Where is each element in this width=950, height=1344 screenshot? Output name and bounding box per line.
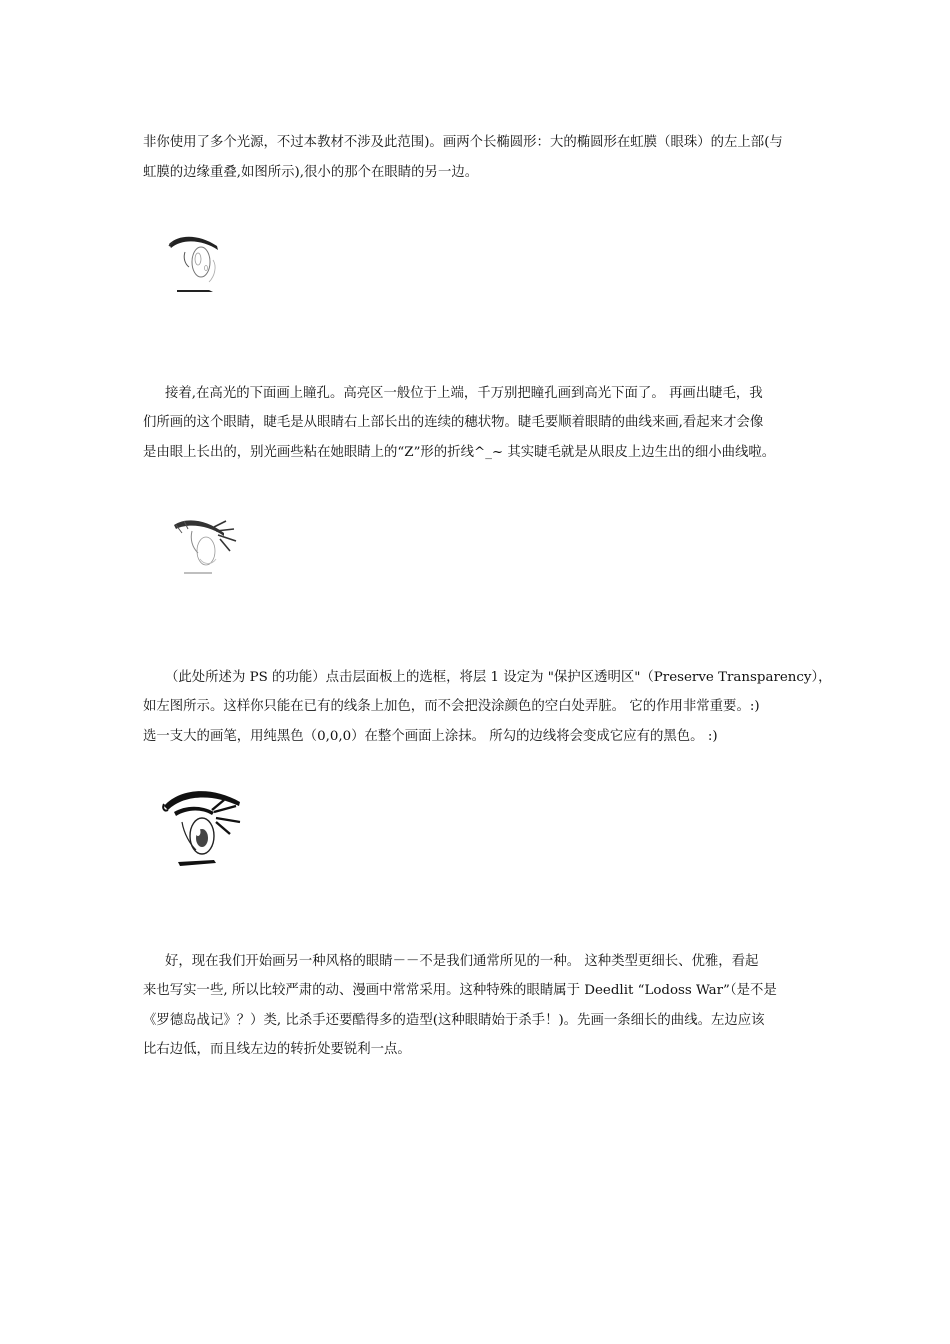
paragraph-3-line-3: 选一支大的画笔，用纯黑色（0,0,0）在整个画面上涂抹。 所勾的边线将会变成它应有的黑色。 :) xyxy=(143,728,718,744)
paragraph-1 xyxy=(143,128,811,187)
eye-sketch-highlight-figure xyxy=(165,232,227,298)
paragraph-2-line-2: 们所画的这个眼睛，睫毛是从眼睛右上部长出的连续的穗状物。睫毛要顺着眼睛的曲线来画,看起来才会像 xyxy=(143,415,764,430)
paragraph-1-line-2: 虹膜的边缘重叠,如图所示),很小的那个在眼睛的另一边。 xyxy=(143,164,479,180)
paragraph-4-line-3: 《罗德岛战记》？）类, 比杀手还要酷得多的造型(这种眼睛始于杀手！)。先画一条细长的曲线。左边应该 xyxy=(143,1012,765,1028)
paragraph-2 xyxy=(143,379,811,409)
eye-sketch-inked-figure xyxy=(160,782,246,872)
eye-sketch-eyelashes-image xyxy=(168,515,240,581)
paragraph-4-cont xyxy=(143,976,811,1065)
paragraph-2-cont xyxy=(143,408,811,467)
paragraph-3-cont xyxy=(143,692,811,751)
eye-sketch-highlight-image xyxy=(165,232,227,298)
paragraph-3 xyxy=(143,663,832,693)
paragraph-3-line-2: 如左图所示。这样你只能在已有的线条上加色，而不会把没涂颜色的空白处弄脏。 它的作用非常重要。:) xyxy=(143,699,760,714)
paragraph-4 xyxy=(143,947,811,977)
paragraph-4-line-2: 来也写实一些, 所以比较严肃的动、漫画中常常采用。这种特殊的眼睛属于 Deedlit “Lodoss War”（是不是 xyxy=(143,983,777,998)
paragraph-1-line-1: 非你使用了多个光源，不过本教材不涉及此范围)。画两个长椭圆形：大的椭圆形在虹膜（眼珠）的左上部(与 xyxy=(143,135,783,150)
paragraph-2-line-3: 是由眼上长出的，别光画些粘在她眼睛上的“Z”形的折线^_~ 其实睫毛就是从眼皮上边生出的细小曲线啦。 xyxy=(143,444,776,460)
paragraph-4-line-1: 好，现在我们开始画另一种风格的眼睛－－不是我们通常所见的一种。 这种类型更细长、优雅，看起 xyxy=(165,954,759,969)
paragraph-3-line-1: （此处所述为 PS 的功能）点击层面板上的选框，将层 1 设定为 "保护区透明区"（Preserve Transparency）， xyxy=(165,670,832,685)
eye-sketch-eyelashes-figure xyxy=(168,515,240,581)
paragraph-2-line-1: 接着,在高光的下面画上瞳孔。高亮区一般位于上端，千万别把瞳孔画到高光下面了。 再画出睫毛，我 xyxy=(165,386,763,401)
eye-sketch-inked-image xyxy=(160,782,246,872)
paragraph-4-line-4: 比右边低，而且线左边的转折处要锐利一点。 xyxy=(143,1042,411,1057)
